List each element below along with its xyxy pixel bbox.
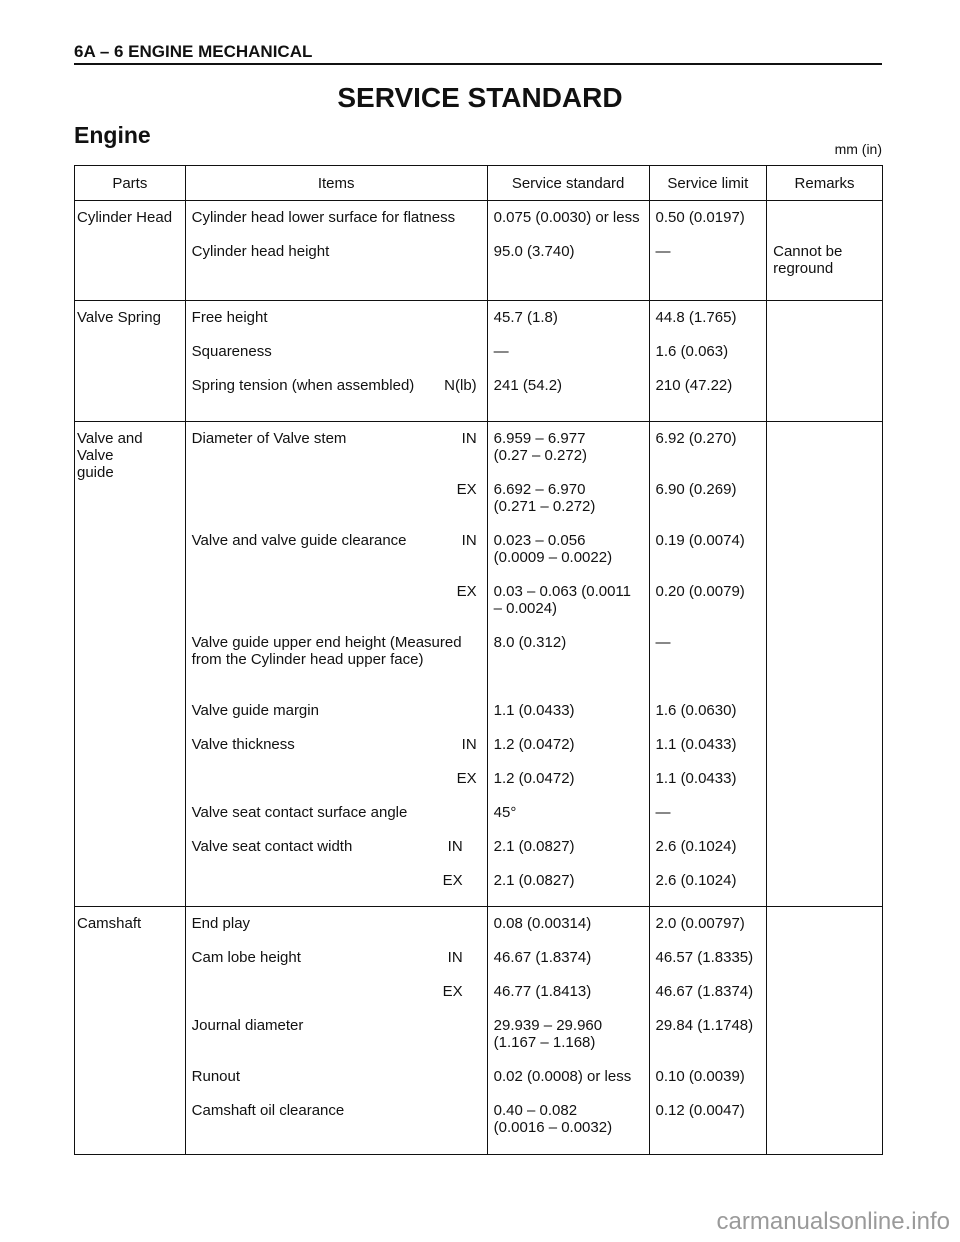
limit-block bbox=[656, 532, 763, 583]
part-name: Cylinder Head bbox=[77, 209, 173, 226]
remarks-block bbox=[773, 243, 878, 295]
item-tag: IN bbox=[461, 532, 477, 549]
service-limit-cell bbox=[649, 422, 767, 907]
column-header-service-standard: Service standard bbox=[487, 166, 649, 201]
standard-value: 95.0 (3.740) bbox=[493, 243, 575, 260]
service-standard-cell bbox=[487, 201, 649, 301]
section-subtitle: Engine bbox=[74, 122, 151, 148]
service-standard-cell-content bbox=[488, 201, 649, 295]
item-block bbox=[192, 736, 477, 770]
item-block bbox=[192, 343, 477, 377]
standard-value: 2.1 (0.0827) bbox=[493, 872, 575, 889]
item-block bbox=[192, 983, 477, 1017]
limit-block bbox=[656, 915, 763, 949]
remarks-block bbox=[773, 702, 878, 736]
limit-value: — bbox=[655, 634, 671, 651]
item-block bbox=[192, 1017, 477, 1068]
item-tag: N(lb) bbox=[444, 377, 477, 394]
item-label: Journal diameter bbox=[191, 1017, 304, 1034]
service-standard-cell-content bbox=[488, 301, 649, 411]
remarks-block bbox=[773, 804, 878, 838]
column-header-remarks: Remarks bbox=[767, 166, 883, 201]
limit-value: 0.12 (0.0047) bbox=[655, 1102, 745, 1119]
limit-block bbox=[656, 1102, 763, 1153]
remarks-block bbox=[773, 872, 878, 906]
remarks-block bbox=[773, 583, 878, 634]
item-block bbox=[192, 309, 477, 343]
item-block bbox=[192, 915, 477, 949]
limit-block bbox=[656, 702, 763, 736]
items-cell bbox=[185, 907, 487, 1155]
standard-block bbox=[494, 532, 645, 583]
item-label: Cam lobe height bbox=[191, 949, 301, 966]
item-label: Runout bbox=[191, 1068, 241, 1085]
standard-value: 8.0 (0.312) bbox=[493, 634, 567, 651]
item-tag: IN bbox=[461, 430, 477, 447]
column-header-items: Items bbox=[185, 166, 487, 201]
limit-value: 1.6 (0.0630) bbox=[655, 702, 737, 719]
part-name: Valve and Valve guide bbox=[77, 430, 143, 481]
remarks-cell bbox=[767, 201, 883, 301]
limit-block bbox=[656, 377, 763, 411]
remarks-block bbox=[773, 838, 878, 872]
item-label: Diameter of Valve stem bbox=[191, 430, 347, 447]
item-tag: IN bbox=[447, 949, 463, 966]
remarks-cell-content bbox=[767, 907, 882, 1153]
service-standard-cell bbox=[487, 422, 649, 907]
standard-block bbox=[494, 343, 645, 377]
service-limit-cell-content bbox=[650, 201, 767, 295]
item-label: Valve guide margin bbox=[191, 702, 319, 719]
standard-value: 6.692 – 6.970 (0.271 – 0.272) bbox=[493, 481, 596, 515]
items-cell-content bbox=[186, 422, 487, 906]
standard-block bbox=[494, 838, 645, 872]
item-block bbox=[192, 583, 477, 634]
item-tag: EX bbox=[442, 983, 463, 1000]
remarks-block bbox=[773, 983, 878, 1017]
item-label: Cylinder head height bbox=[191, 243, 330, 260]
remarks-block bbox=[773, 430, 878, 481]
part-name: Camshaft bbox=[77, 915, 142, 932]
limit-block bbox=[656, 838, 763, 872]
remarks-block bbox=[773, 949, 878, 983]
limit-block bbox=[656, 243, 763, 295]
part-cell bbox=[75, 422, 186, 907]
remarks-block bbox=[773, 770, 878, 804]
limit-block bbox=[656, 634, 763, 702]
standard-value: 2.1 (0.0827) bbox=[493, 838, 575, 855]
standard-value: 46.77 (1.8413) bbox=[493, 983, 592, 1000]
part-name: Valve Spring bbox=[77, 309, 161, 326]
limit-block bbox=[656, 583, 763, 634]
standard-value: 6.959 – 6.977 (0.27 – 0.272) bbox=[493, 430, 588, 464]
service-limit-cell-content bbox=[650, 301, 767, 411]
item-label: Valve and valve guide clearance bbox=[191, 532, 407, 549]
standard-value: 241 (54.2) bbox=[493, 377, 563, 394]
item-block bbox=[192, 430, 477, 481]
remarks-cell-content bbox=[767, 201, 882, 295]
part-cell bbox=[75, 201, 186, 301]
limit-value: 2.6 (0.1024) bbox=[655, 872, 737, 889]
item-block bbox=[192, 532, 477, 583]
item-block bbox=[192, 702, 477, 736]
standard-value: 45° bbox=[493, 804, 517, 821]
item-block bbox=[192, 481, 477, 532]
service-limit-cell-content bbox=[650, 907, 767, 1153]
part-cell bbox=[75, 301, 186, 422]
units-label: mm (in) bbox=[834, 141, 882, 157]
limit-block bbox=[656, 343, 763, 377]
item-tag: IN bbox=[447, 838, 463, 855]
service-standard-cell bbox=[487, 907, 649, 1155]
item-tag: EX bbox=[456, 481, 477, 498]
page-title: SERVICE STANDARD bbox=[337, 82, 623, 113]
item-label: Valve seat contact surface angle bbox=[191, 804, 408, 821]
standard-block bbox=[494, 481, 645, 532]
item-tag: EX bbox=[442, 872, 463, 889]
watermark: carmanualsonline.info bbox=[716, 1208, 950, 1235]
limit-block bbox=[656, 770, 763, 804]
remarks-block bbox=[773, 343, 878, 377]
standard-value: 1.1 (0.0433) bbox=[493, 702, 575, 719]
limit-value: 2.0 (0.00797) bbox=[655, 915, 745, 932]
item-label: Valve seat contact width bbox=[191, 838, 353, 855]
limit-value: 0.50 (0.0197) bbox=[655, 209, 745, 226]
standard-value: 0.03 – 0.063 (0.0011 – 0.0024) bbox=[493, 583, 631, 617]
remarks-block bbox=[773, 309, 878, 343]
remarks-block bbox=[773, 634, 878, 702]
limit-block bbox=[656, 736, 763, 770]
item-block bbox=[192, 838, 477, 872]
limit-value: 2.6 (0.1024) bbox=[655, 838, 737, 855]
limit-value: — bbox=[655, 243, 671, 260]
item-block bbox=[192, 377, 477, 411]
service-limit-cell-content bbox=[650, 422, 767, 906]
standard-block bbox=[494, 949, 645, 983]
item-block bbox=[192, 209, 477, 243]
limit-block bbox=[656, 872, 763, 906]
limit-block bbox=[656, 481, 763, 532]
item-block bbox=[192, 1068, 477, 1102]
item-block bbox=[192, 804, 477, 838]
standard-block bbox=[494, 634, 645, 702]
limit-block bbox=[656, 1068, 763, 1102]
standard-block bbox=[494, 736, 645, 770]
item-block bbox=[192, 243, 477, 295]
limit-block bbox=[656, 983, 763, 1017]
standard-value: — bbox=[493, 343, 509, 360]
standard-block bbox=[494, 915, 645, 949]
page-header: 6A – 6 ENGINE MECHANICAL bbox=[74, 42, 313, 61]
limit-value: 210 (47.22) bbox=[655, 377, 733, 394]
item-block bbox=[192, 770, 477, 804]
item-block bbox=[192, 634, 477, 702]
remarks-block bbox=[773, 915, 878, 949]
limit-value: 1.1 (0.0433) bbox=[655, 736, 737, 753]
remarks-block bbox=[773, 1102, 878, 1153]
item-tag: IN bbox=[461, 736, 477, 753]
remarks-block bbox=[773, 377, 878, 411]
remarks-cell-content bbox=[767, 301, 882, 411]
items-cell bbox=[185, 422, 487, 907]
limit-value: 0.19 (0.0074) bbox=[655, 532, 745, 549]
standard-block bbox=[494, 209, 645, 243]
standard-block bbox=[494, 377, 645, 411]
limit-value: 44.8 (1.765) bbox=[655, 309, 737, 326]
limit-value: 0.10 (0.0039) bbox=[655, 1068, 745, 1085]
standard-block bbox=[494, 1102, 645, 1153]
remarks-block bbox=[773, 1068, 878, 1102]
limit-value: 1.6 (0.063) bbox=[655, 343, 729, 360]
standard-block bbox=[494, 243, 645, 295]
item-label: Camshaft oil clearance bbox=[191, 1102, 345, 1119]
table-section-row bbox=[75, 301, 883, 422]
remarks-block bbox=[773, 1017, 878, 1068]
items-cell bbox=[185, 201, 487, 301]
item-label: Spring tension (when assembled) bbox=[191, 377, 415, 394]
items-cell-content bbox=[186, 301, 487, 411]
limit-value: 0.20 (0.0079) bbox=[655, 583, 745, 600]
remarks-cell bbox=[767, 907, 883, 1155]
limit-block bbox=[656, 309, 763, 343]
standard-block bbox=[494, 430, 645, 481]
standard-value: 0.075 (0.0030) or less bbox=[493, 209, 640, 226]
standard-block bbox=[494, 983, 645, 1017]
item-block bbox=[192, 1102, 477, 1153]
limit-value: — bbox=[655, 804, 671, 821]
service-limit-cell bbox=[649, 301, 767, 422]
standard-value: 45.7 (1.8) bbox=[493, 309, 558, 326]
standard-value: 1.2 (0.0472) bbox=[493, 770, 575, 787]
part-cell bbox=[75, 907, 186, 1155]
service-standard-cell-content bbox=[488, 422, 649, 906]
service-limit-cell bbox=[649, 201, 767, 301]
service-standard-table bbox=[74, 165, 883, 1155]
standard-value: 29.939 – 29.960 (1.167 – 1.168) bbox=[493, 1017, 603, 1051]
item-label: Free height bbox=[191, 309, 268, 326]
item-tag: EX bbox=[456, 770, 477, 787]
remarks-block bbox=[773, 209, 878, 243]
limit-block bbox=[656, 804, 763, 838]
standard-value: 0.08 (0.00314) bbox=[493, 915, 592, 932]
standard-block bbox=[494, 309, 645, 343]
limit-value: 46.67 (1.8374) bbox=[655, 983, 754, 1000]
item-block bbox=[192, 949, 477, 983]
item-label: Valve guide upper end height (Measured from the Cylinder head upper face) bbox=[191, 634, 462, 668]
service-limit-cell bbox=[649, 907, 767, 1155]
limit-value: 6.92 (0.270) bbox=[655, 430, 737, 447]
header-rule bbox=[74, 63, 882, 65]
remarks-cell bbox=[767, 422, 883, 907]
standard-block bbox=[494, 804, 645, 838]
standard-block bbox=[494, 583, 645, 634]
table-section-row bbox=[75, 907, 883, 1155]
remarks-block bbox=[773, 736, 878, 770]
column-header-parts: Parts bbox=[75, 166, 186, 201]
items-cell-content bbox=[186, 907, 487, 1153]
standard-block bbox=[494, 872, 645, 906]
items-cell-content bbox=[186, 201, 487, 295]
standard-block bbox=[494, 770, 645, 804]
remarks-block bbox=[773, 481, 878, 532]
limit-block bbox=[656, 949, 763, 983]
limit-value: 29.84 (1.1748) bbox=[655, 1017, 754, 1034]
service-standard-cell-content bbox=[488, 907, 649, 1153]
standard-value: 0.023 – 0.056 (0.0009 – 0.0022) bbox=[493, 532, 613, 566]
remarks-cell bbox=[767, 301, 883, 422]
limit-value: 6.90 (0.269) bbox=[655, 481, 737, 498]
standard-value: 0.02 (0.0008) or less bbox=[493, 1068, 632, 1085]
table-section-row bbox=[75, 201, 883, 301]
limit-value: 46.57 (1.8335) bbox=[655, 949, 754, 966]
standard-value: 1.2 (0.0472) bbox=[493, 736, 575, 753]
service-standard-cell bbox=[487, 301, 649, 422]
limit-block bbox=[656, 1017, 763, 1068]
item-block bbox=[192, 872, 477, 906]
item-label: End play bbox=[191, 915, 251, 932]
standard-block bbox=[494, 702, 645, 736]
item-label: Valve thickness bbox=[191, 736, 295, 753]
limit-block bbox=[656, 209, 763, 243]
remarks-block bbox=[773, 532, 878, 583]
standard-value: 0.40 – 0.082 (0.0016 – 0.0032) bbox=[493, 1102, 613, 1136]
standard-block bbox=[494, 1017, 645, 1068]
item-label: Cylinder head lower surface for flatness bbox=[191, 209, 456, 226]
limit-value: 1.1 (0.0433) bbox=[655, 770, 737, 787]
table-section-row bbox=[75, 422, 883, 907]
remarks-cell-content bbox=[767, 422, 882, 906]
table-header-row bbox=[75, 166, 883, 201]
limit-block bbox=[656, 430, 763, 481]
column-header-service-limit: Service limit bbox=[649, 166, 767, 201]
standard-block bbox=[494, 1068, 645, 1102]
remarks-value: Cannot be reground bbox=[773, 243, 843, 277]
items-cell bbox=[185, 301, 487, 422]
item-tag: EX bbox=[456, 583, 477, 600]
item-label: Squareness bbox=[191, 343, 272, 360]
standard-value: 46.67 (1.8374) bbox=[493, 949, 592, 966]
